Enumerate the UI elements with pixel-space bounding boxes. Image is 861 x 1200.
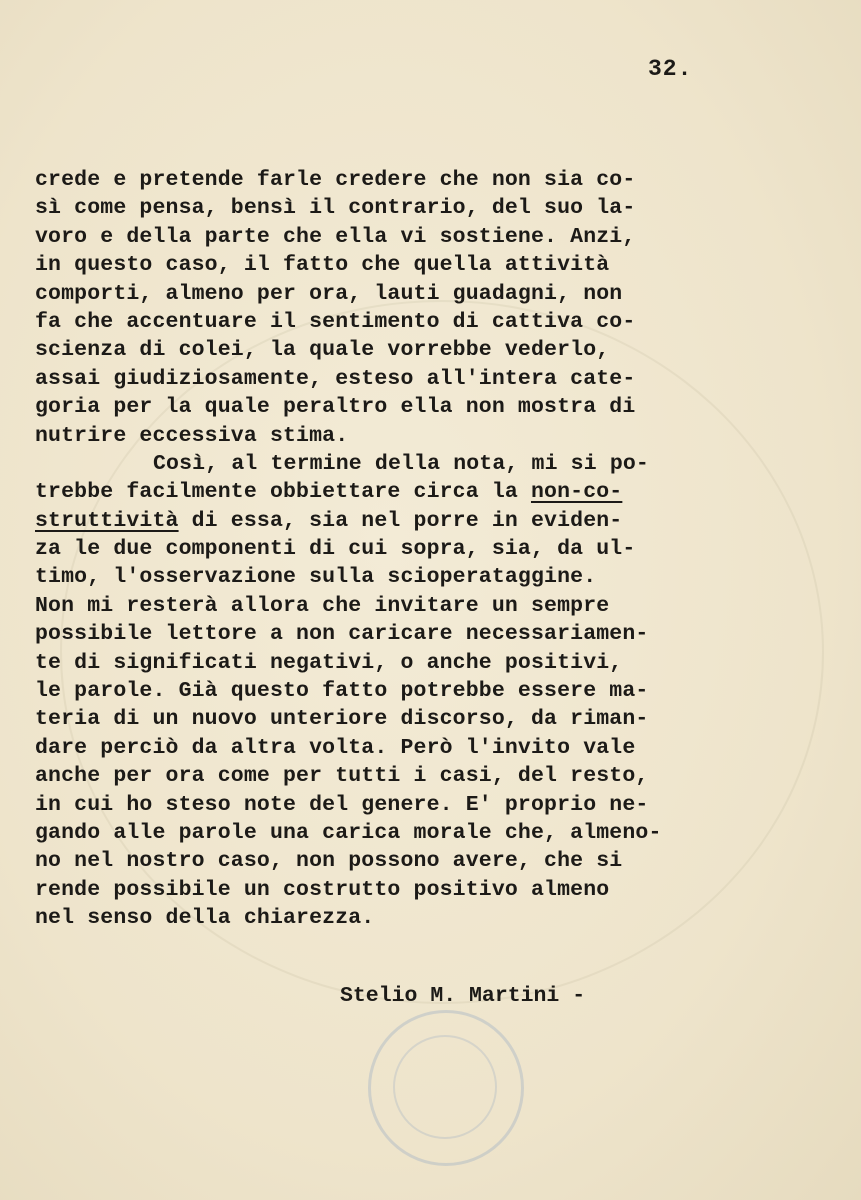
- text-line: sì come pensa, bensì il contrario, del suo la-: [35, 196, 636, 221]
- text-line: in questo caso, il fatto che quella attività: [35, 253, 610, 278]
- text-line: in cui ho steso note del genere. E' proprio ne-: [35, 792, 649, 817]
- text-line: crede e pretende farle credere che non sia co-: [35, 168, 636, 192]
- text-line: Non mi resterà allora che invitare un sempre: [35, 593, 610, 618]
- underlined-term: struttività: [35, 508, 179, 533]
- body-text: [35, 166, 735, 933]
- text-line: rende possibile un costrutto positivo almeno: [35, 877, 610, 902]
- text-line: te di significati negativi, o anche positivi,: [35, 650, 623, 675]
- text-line: dare perciò da altra volta. Però l'invito vale: [35, 735, 636, 760]
- text-line: assai giudiziosamente, esteso all'intera cate-: [35, 366, 636, 391]
- text-line: possibile lettore a non caricare necessariamen-: [35, 622, 649, 647]
- signature: Stelio M. Martini -: [340, 984, 586, 1008]
- text-line: [35, 478, 735, 506]
- text-line: voro e della parte che ella vi sostiene. Anzi,: [35, 224, 636, 249]
- text-line: anche per ora come per tutti i casi, del resto,: [35, 764, 649, 789]
- text-line: nutrire eccessiva stima.: [35, 423, 349, 448]
- text-line: nel senso della chiarezza.: [35, 906, 375, 931]
- text-line: no nel nostro caso, non possono avere, che si: [35, 849, 623, 874]
- page-number: 32.: [648, 56, 693, 82]
- text-line: goria per la quale peraltro ella non mostra di: [35, 395, 636, 420]
- text-segment: di essa, sia nel porre in eviden-: [178, 508, 623, 533]
- library-stamp: [368, 1010, 524, 1166]
- text-line: timo, l'osservazione sulla scioperataggine.: [35, 565, 597, 590]
- text-line: comporti, almeno per ora, lauti guadagni, non: [35, 281, 623, 306]
- text-line: teria di un nuovo unteriore discorso, da riman-: [35, 707, 649, 732]
- text-line: fa che accentuare il sentimento di cattiva co-: [35, 309, 636, 334]
- text-line: Così, al termine della nota, mi si po-: [153, 451, 649, 476]
- text-line: za le due componenti di cui sopra, sia, da ul-: [35, 537, 636, 562]
- text-line: scienza di colei, la quale vorrebbe vederlo,: [35, 338, 610, 363]
- underlined-term: non-co-: [530, 480, 623, 505]
- text-segment: trebbe facilmente obbiettare circa la: [35, 480, 531, 505]
- text-line: le parole. Già questo fatto potrebbe essere ma-: [35, 679, 649, 704]
- text-line: gando alle parole una carica morale che, almeno-: [35, 820, 662, 845]
- text-line: [35, 507, 735, 535]
